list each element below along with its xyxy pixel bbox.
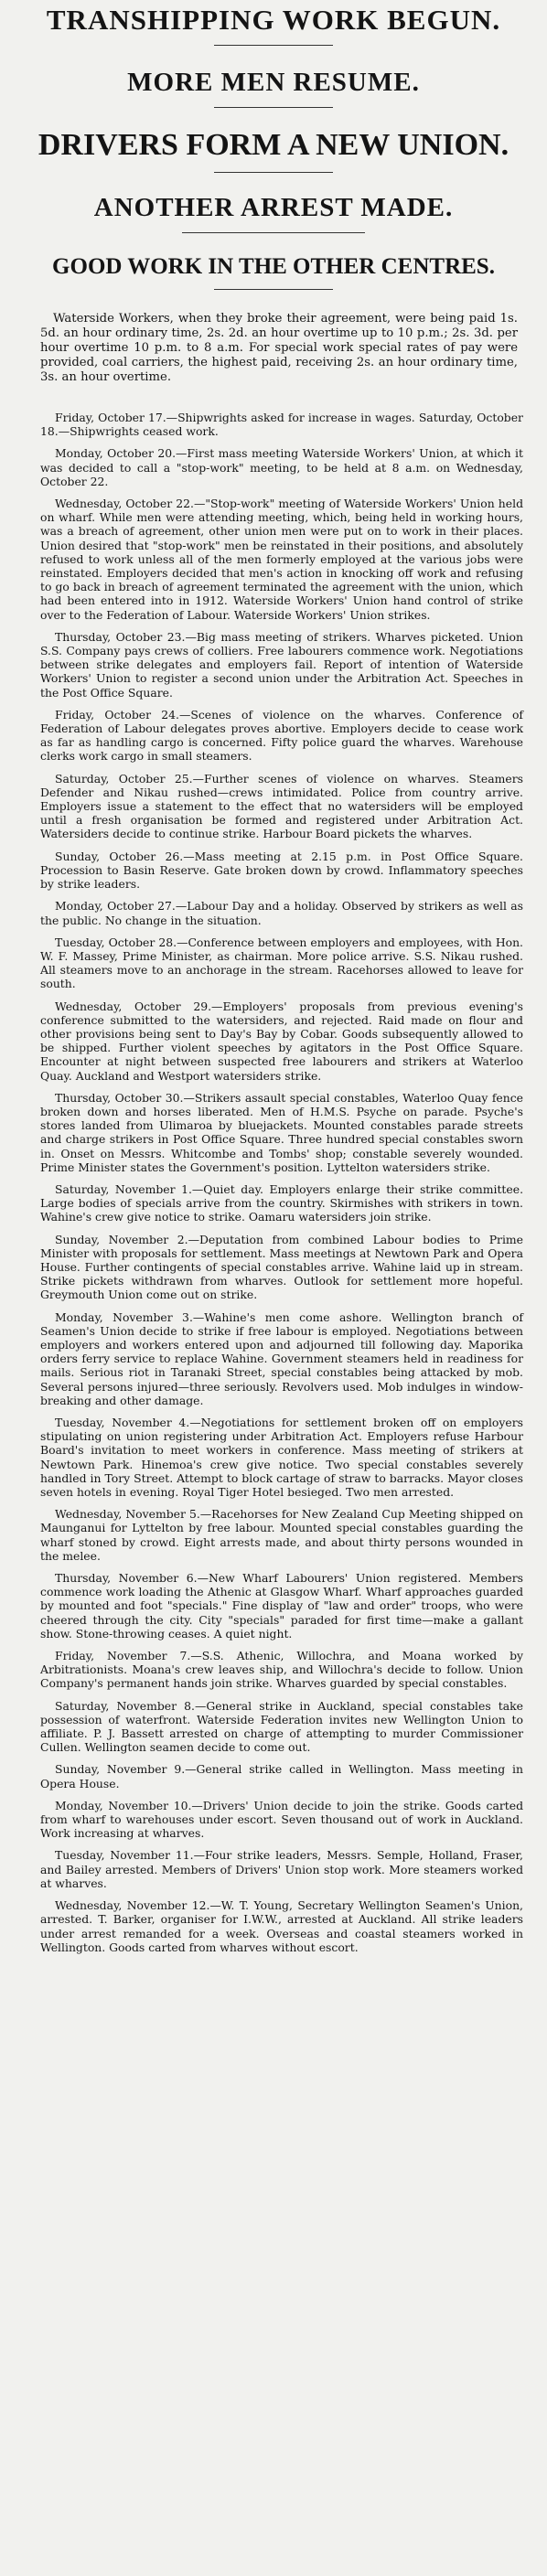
chronology-entry [40,1848,523,1890]
divider [214,45,333,46]
entry-date: Friday, November 7. [55,1649,191,1663]
chronology-entry [40,1762,523,1790]
entry-date: Monday, November 10. [55,1798,192,1812]
divider [214,107,333,108]
chronology-entry [40,850,523,892]
chronology-entry [40,1416,523,1499]
entry-text: —Negotiations for settlement broken off on employers stipulating on union registering under Arbitration Act. Employers refuse Harbour Board's invitation to meet workers in conference. Mass meeting of strikers at Newtown Park. Hinemoa's crew give notice. Two special constables severely handled in Tory Street. Attempt to block cartage of straw to barracks. Mayor closes seven hotels in evening. Royal Tiger Hotel besieged. Two men arrested. [40,1416,523,1500]
entry-text: —Strikers assault special constables, Waterloo Quay fence broken down and horses liberated. Men of H.M.S. Psyche on parade. Psyche's stores landed from Ulimaroa by bluejackets. Mounted constables parade streets and charge strikers in Post Office Square. Three hundred special constables sworn in. Onset on Messrs. Whitcombe and Tombs' shop; constable severely wounded. Prime Minister states the Government's position. Lyttelton watersiders strike. [40,1090,523,1174]
divider [182,232,365,233]
chronology-entry [40,630,523,700]
entry-date: Sunday, October 26. [55,849,184,863]
entry-date: Saturday, November 1. [55,1181,192,1196]
entry-date: Wednesday, November 12. [55,1898,210,1913]
entry-text: —New Wharf Labourers' Union registered. Members commence work loading the Athenic at Glasgow Wharf. Wharf approaches guarded by mounted and foot "specials." Fine display of "law and order" troops, who were cheered through the city. City "specials" paraded for first time—make a gallant show. Stone-throwing ceases. A quiet night. [40,1571,523,1641]
divider [214,289,333,290]
subheadline-more-men: MORE MEN RESUME. [127,68,420,97]
entry-date: Wednesday, November 5. [55,1507,200,1522]
divider [214,172,333,173]
headline-main: TRANSHIPPING WORK BEGUN. [46,4,501,36]
chronology-entry [40,497,523,622]
entry-date: Saturday, November 8. [55,1698,195,1713]
chronology-entry [40,899,523,926]
entry-date: Friday, October 17. [55,411,166,424]
entry-text: —First mass meeting Waterside Workers' Union, at which it was decided to call a "stop-work" meeting, to be held at 8 a.m. on Wednesday, October 22. [40,446,523,488]
entry-text: —Drivers' Union decide to join the strike. Goods carted from wharf to warehouses under escort. Seven thousand out of work in Auckland. Work increasing at wharves. [40,1798,523,1841]
entry-date: Wednesday, October 22. [55,497,194,511]
entry-date: Saturday, October 25. [55,771,193,786]
subheadline-drivers-union: DRIVERS FORM A NEW UNION. [38,128,509,162]
subheadline-arrest: ANOTHER ARREST MADE. [93,193,454,222]
chronology-entry [40,772,523,841]
entry-text: —Employers' proposals from previous evening's conference submitted to the watersiders, and rejected. Raid made on flour and other provisions being sent to Day's Bay by Cobar. Goods subsequently allowed to be shipped. Further violent speeches by agitators in the Post Office Square. Encounter at night between suspected free labourers and strikers at Waterloo Quay. Auckland and Westport watersiders strike. [40,999,524,1083]
chronology-entry [40,1898,523,1954]
entry-text: —Mass meeting at 2.15 p.m. in Post Office Square. Procession to Basin Reserve. Gate broken down by crowd. Inflammatory speeches by strike leaders. [40,849,523,892]
entry-text: —S.S. Athenic, Willochra, and Moana worked by Arbitrationists. Moana's crew leaves ship, and Willochra's decide to follow. Union Company's permanent hands join strike. Wharves guarded by special constables. [40,1649,524,1691]
entry-date: Friday, October 24. [55,707,179,721]
entry-text: —Labour Day and a holiday. Observed by strikers as well as the public. No change in the situation. [40,899,523,927]
entry-date: Monday, October 20. [55,446,177,461]
entry-date: Wednesday, October 29. [55,999,212,1013]
entry-date: Tuesday, November 4. [55,1416,190,1429]
chronology-entry [40,411,523,438]
entry-date: Sunday, November 9. [55,1762,186,1777]
chronology-entry [40,708,523,764]
entry-date: Monday, November 3. [55,1309,193,1324]
chronology-entry [40,1649,523,1691]
chronology-entry [40,1571,523,1641]
entry-text: —W. T. Young, Secretary Wellington Seamen's Union, arrested. T. Barker, organiser for I.W.W., arrested at Auckland. All strike leaders under arrest remanded for a week. Overseas and coastal steamers worked in Wellington. Goods carted from wharves without escort. [40,1898,523,1954]
subheadline-other-centres: GOOD WORK IN THE OTHER CENTRES. [52,254,495,279]
chronology-entry [40,1310,523,1407]
entry-text: —Deputation from combined Labour bodies to Prime Minister with proposals for settlement. Mass meetings at Newtown Park and Opera House. Further contingents of special constables arrive. Wahine laid up in stream. Strike pickets withdrawn from wharves. Outlook for settlement more hopeful. Greymouth Union come out on strike. [40,1232,523,1302]
entry-text: —"Stop-work" meeting of Waterside Workers' Union held on wharf. While men were attending meeting, which, being held in working hours, was a breach of agreement, other union men were put on to work in their places. Union desired that "stop-work" men be reinstated in their positions, and absolutely refused to work unless all of the men formerly employed at the various jobs were reinstated. Employers decided that men's action in knocking off work and refusing to go back in breach of agreement terminated the agreement with the union, which had been entered into in 1912. Waterside Workers' Union hand control of strike over to the Federation of Labour. Waterside Workers' Union strikes. [40,497,523,622]
chronology-entry [40,1799,523,1841]
entry-text: —Racehorses for New Zealand Cup Meeting shipped on Maunganui for Lyttelton by free labour. Mounted special constables guarding the wharf stoned by crowd. Eight arrests made, and about thirty persons wounded in the melee. [40,1507,523,1563]
intro-paragraph: Waterside Workers, when they broke their agreement, were being paid 1s. 5d. an hour ordinary time, 2s. 2d. an hour overtime up to 10 p.m.; 2s. 3d. per hour overtime 10 p.m. to 8 a.m. For special work special rates of pay were provided, coal carriers, the highest paid, receiving 2s. an hour ordinary time, 3s. an hour overtime. [40,312,518,384]
entry-text: —Wahine's men come ashore. Wellington branch of Seamen's Union decide to strike if free labour is employed. Negotiations between employers and workers entered upon and adjourned till following day. Maporika orders ferry service to replace Wahine. Government steamers held in readiness for mails. Serious riot in Taranaki Street, special constables being attacked by mob. Several persons injured—three seriously. Revolvers used. Mob indulges in window-breaking and other damage. [40,1309,523,1407]
chronology-entry [40,999,523,1083]
entry-text: —Shipwrights asked for increase in wages. Saturday, October 18.—Shipwrights ceased work. [40,411,523,439]
entry-date: Thursday, October 30. [55,1090,184,1105]
entry-text: —Quiet day. Employers enlarge their strike committee. Large bodies of specials arrive from the country. Skirmishes with strikers in town. Wahine's crew give notice to strike. Oamaru watersiders join strike. [40,1181,524,1224]
chronology-list [18,411,529,1954]
entry-date: Tuesday, November 11. [55,1848,194,1863]
entry-date: Sunday, November 2. [55,1232,188,1246]
entry-date: Thursday, October 23. [55,629,186,644]
entry-text: —General strike in Auckland, special constables take possession of waterfront. Waterside Federation invites new Wellington Union to affiliate. P. J. Bassett arrested on charge of attempting to murder Commissioner Cullen. Wellington seamen decide to come out. [40,1698,524,1755]
entry-text: —Big mass meeting of strikers. Wharves picketed. Union S.S. Company pays crews of colliers. Free labourers commence work. Negotiations between strike delegates and employers fail. Report of intention of Waterside Workers' Union to register a second union under the Arbitration Act. Speeches in the Post Office Square. [40,629,523,700]
chronology-entry [40,935,523,991]
entry-date: Thursday, November 6. [55,1571,198,1586]
entry-text: —Scenes of violence on the wharves. Conference of Federation of Labour delegates proves abortive. Employers decide to cease work as far as handling cargo is concerned. Fifty police guard the wharves. Warehouse clerks work cargo in small steamers. [40,707,523,764]
chronology-entry [40,446,523,488]
entry-text: —Further scenes of violence on wharves. Steamers Defender and Nikau rushed—crews intimidated. Police from country arrive. Employers issue a statement to the effect that no watersiders will be employed until a fresh organisation be formed and registered under Arbitration Act. Watersiders decide to continue strike. Harbour Board pickets the wharves. [40,771,523,841]
chronology-entry [40,1699,523,1755]
chronology-entry [40,1233,523,1302]
entry-date: Monday, October 27. [55,899,176,914]
chronology-entry [40,1091,523,1174]
entry-date: Tuesday, October 28. [55,935,177,949]
entry-text: —Four strike leaders, Messrs. Semple, Holland, Fraser, and Bailey arrested. Members of Drivers' Union stop work. More steamers worked at wharves. [40,1848,523,1890]
entry-text: —General strike called in Wellington. Mass meeting in Opera House. [40,1762,523,1790]
chronology-entry [40,1182,523,1224]
entry-text: —Conference between employers and employees, with Hon. W. F. Massey, Prime Minister, as chairman. More police arrive. S.S. Nikau rushed. All steamers move to an anchorage in the stream. Racehorses allowed to leave for south. [40,935,523,991]
chronology-entry [40,1507,523,1563]
